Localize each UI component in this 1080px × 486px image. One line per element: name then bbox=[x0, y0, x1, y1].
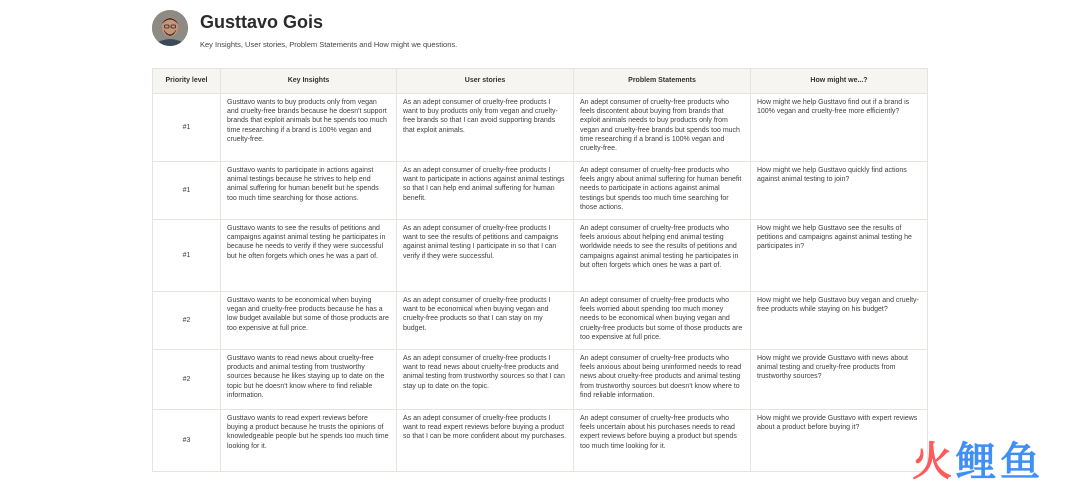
table-row bbox=[153, 292, 928, 350]
table-row bbox=[153, 220, 928, 292]
insight-cell: Gusttavo wants to participate in actions against animal testings because he strives to help end animal suffering for human benefit but he spends too much time searching for those actions. bbox=[221, 162, 397, 220]
insight-cell: Gusttavo wants to be economical when buying vegan and cruelty-free products because he has a low budget available but some of those products are too expensive at full price. bbox=[221, 292, 397, 350]
insight-cell: Gusttavo wants to see the results of petitions and campaigns against animal testing he participates in because he needs to verify if they were successful but he often forgets which ones he was a part of. bbox=[221, 220, 397, 292]
problem-statement-cell: An adept consumer of cruelty-free products who feels discontent about buying from brands that exploit animals needs to buy products only from vegan and cruelty-free brands but spends too much time researching if a brand is 100% vegan and cruelty-free. bbox=[574, 94, 751, 162]
table-row bbox=[153, 162, 928, 220]
watermark-part-1: 火 bbox=[912, 439, 956, 485]
problem-statement-cell: An adept consumer of cruelty-free products who feels worried about spending too much money needs to be economical when buying vegan and cruelty-free products but some of those products are too expensive at full price. bbox=[574, 292, 751, 350]
insight-cell: Gusttavo wants to read expert reviews before buying a product because he trusts the opinions of knowledgeable people but he spends too much time looking for it. bbox=[221, 410, 397, 472]
user-story-cell: As an adept consumer of cruelty-free products I want to buy products only from vegan and cruelty-free brands so that I can avoid supporting brands that exploit animals. bbox=[397, 94, 574, 162]
problem-statement-cell: An adept consumer of cruelty-free products who feels anxious about helping end animal testing worldwide needs to see the results of petitions and campaigns against animal testing he participates in but often forgets which ones he was a part of. bbox=[574, 220, 751, 292]
page-title: Gusttavo Gois bbox=[200, 12, 324, 32]
how-might-we-cell: How might we help Gusttavo quickly find actions against animal testing to join? bbox=[751, 162, 928, 220]
column-header-priority: Priority level bbox=[153, 69, 221, 94]
priority-cell: #1 bbox=[153, 220, 221, 292]
how-might-we-cell: How might we provide Gusttavo with expert reviews about a product before buying it? bbox=[751, 410, 928, 472]
priority-cell: #2 bbox=[153, 350, 221, 410]
how-might-we-cell: How might we help Gusttavo buy vegan and cruelty-free products while staying on his budget? bbox=[751, 292, 928, 350]
insights-table bbox=[152, 68, 928, 472]
column-header-how-might-we: How might we...? bbox=[751, 69, 928, 94]
page-subtitle: Key Insights, User stories, Problem Statements and How might we questions. bbox=[200, 40, 458, 49]
column-header-key-insights: Key Insights bbox=[221, 69, 397, 94]
priority-cell: #1 bbox=[153, 162, 221, 220]
how-might-we-cell: How might we help Gusttavo find out if a brand is 100% vegan and cruelty-free more efficiently? bbox=[751, 94, 928, 162]
problem-statement-cell: An adept consumer of cruelty-free products who feels anxious about being uninformed needs to read news about cruelty-free products and animal testing from trustworthy sources but doesn't know where to find reliable information. bbox=[574, 350, 751, 410]
how-might-we-cell: How might we provide Gusttavo with news about animal testing and cruelty-free products from trustworthy sources? bbox=[751, 350, 928, 410]
problem-statement-cell: An adept consumer of cruelty-free products who feels uncertain about his purchases needs to read expert reviews before buying a product but spends too much time looking for it. bbox=[574, 410, 751, 472]
user-story-cell: As an adept consumer of cruelty-free products I want to see the results of petitions and campaigns against animal testing I participate in so that I can verify if they were successful. bbox=[397, 220, 574, 292]
table-row bbox=[153, 94, 928, 162]
user-story-cell: As an adept consumer of cruelty-free products I want to participate in actions against animal testings so that I can help end animal suffering for human benefit. bbox=[397, 162, 574, 220]
table-row bbox=[153, 350, 928, 410]
priority-cell: #3 bbox=[153, 410, 221, 472]
avatar bbox=[152, 10, 188, 46]
insight-cell: Gusttavo wants to read news about cruelty-free products and animal testing from trustworthy sources because he likes staying up to date on the topic but he doesn't know where to find reliable information. bbox=[221, 350, 397, 410]
how-might-we-cell: How might we help Gusttavo see the results of petitions and campaigns against animal testing he participates in? bbox=[751, 220, 928, 292]
column-header-user-stories: User stories bbox=[397, 69, 574, 94]
watermark-logo bbox=[912, 440, 1044, 484]
table-header-row bbox=[153, 69, 928, 94]
priority-cell: #2 bbox=[153, 292, 221, 350]
user-story-cell: As an adept consumer of cruelty-free products I want to be economical when buying vegan and cruelty-free products so that I can stay on my budget. bbox=[397, 292, 574, 350]
priority-cell: #1 bbox=[153, 94, 221, 162]
user-story-cell: As an adept consumer of cruelty-free products I want to read news about cruelty-free products and animal testing from trustworthy sources so that I can stay up to date on the topic. bbox=[397, 350, 574, 410]
problem-statement-cell: An adept consumer of cruelty-free products who feels angry about animal suffering for human benefit needs to participate in actions against animal testings but spends too much time searching for those actions. bbox=[574, 162, 751, 220]
avatar-portrait-icon bbox=[152, 10, 188, 46]
watermark-part-2: 鲤鱼 bbox=[956, 439, 1044, 485]
table-row bbox=[153, 410, 928, 472]
user-story-cell: As an adept consumer of cruelty-free products I want to read expert reviews before buying a product so that I can be more confident about my purchases. bbox=[397, 410, 574, 472]
insight-cell: Gusttavo wants to buy products only from vegan and cruelty-free brands because he doesn't support brands that exploit animals but he spends too much time researching if a brand is 100% vegan and cruelty-free. bbox=[221, 94, 397, 162]
column-header-problem-statements: Problem Statements bbox=[574, 69, 751, 94]
